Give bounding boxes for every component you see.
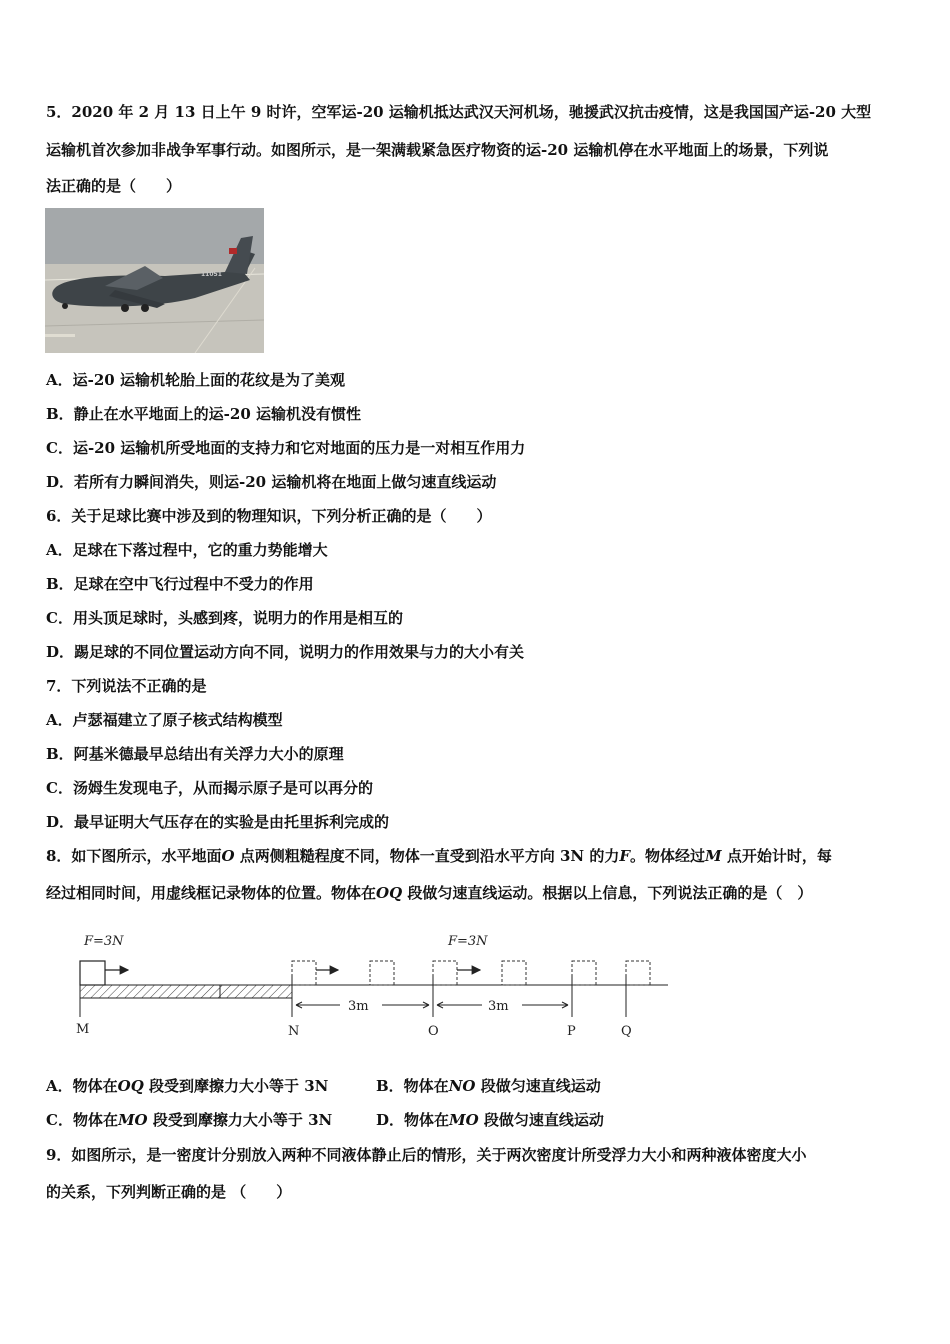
dashed-frame-q (626, 961, 650, 985)
q7-stem: 7．下列说法不正确的是 (46, 677, 207, 695)
tail-number: 11051 (201, 271, 222, 278)
q9-stem-line1: 9．如图所示，是一密度计分别放入两种不同液体静止后的情形，关于两次密度计所受浮力大小和两种液体密度大小 (46, 1146, 807, 1164)
point-m: M (76, 1022, 90, 1037)
q9-stem-line2: 的关系，下列判断正确的是 （ ） (46, 1183, 292, 1201)
dashed-frame-2 (370, 961, 394, 985)
q5-stem-line2: 运输机首次参加非战争军事行动。如图所示，是一架满载紧急医疗物资的运-20 运输机停在水平地面上的场景，下列说 (46, 141, 829, 159)
q5-option-b: B．静止在水平地面上的运-20 运输机没有惯性 (46, 405, 362, 423)
q7-option-d: D．最早证明大气压存在的实验是由托里拆利完成的 (46, 813, 390, 831)
dashed-frame-4 (502, 961, 526, 985)
q7-option-c: C．汤姆生发现电子，从而揭示原子是可以再分的 (46, 779, 373, 797)
q6-option-b: B．足球在空中飞行过程中不受力的作用 (46, 575, 314, 593)
q5-stem-line3: 法正确的是（ ） (46, 177, 182, 195)
q8-option-c: C．物体在MO 段受到摩擦力大小等于 3N (46, 1111, 333, 1129)
q6-option-d: D．踢足球的不同位置运动方向不同，说明力的作用效果与力的大小有关 (46, 643, 525, 661)
q7-option-b: B．阿基米德最早总结出有关浮力大小的原理 (46, 745, 344, 763)
q5-option-d: D．若所有力瞬间消失，则运-20 运输机将在地面上做匀速直线运动 (46, 473, 497, 491)
force-label-right: F=3N (448, 934, 488, 949)
q8-option-d: D．物体在MO 段做匀速直线运动 (376, 1111, 604, 1129)
distance-no: 3m (348, 999, 369, 1014)
q6-option-c: C．用头顶足球时，头感到疼，说明力的作用是相互的 (46, 609, 403, 627)
point-q: Q (621, 1024, 632, 1039)
point-n: N (288, 1024, 300, 1039)
dashed-frame-n (292, 961, 316, 985)
q6-option-a: A．足球在下落过程中，它的重力势能增大 (46, 541, 328, 559)
point-p: P (567, 1024, 576, 1039)
block-at-m (80, 961, 105, 985)
q7-option-a: A．卢瑟福建立了原子核式结构模型 (46, 711, 283, 729)
distance-op: 3m (488, 999, 509, 1014)
q8-option-a: A．物体在OQ 段受到摩擦力大小等于 3N (46, 1077, 329, 1095)
q8-stem-line1: 8．如下图所示，水平地面O 点两侧粗糙程度不同，物体一直受到沿水平方向 3N 的力F。物体经过M 点开始计时，每 (46, 847, 832, 865)
q6-stem: 6．关于足球比赛中涉及到的物理知识，下列分析正确的是（ ） (46, 507, 492, 525)
q5-option-c: C．运-20 运输机所受地面的支持力和它对地面的压力是一对相互作用力 (46, 439, 526, 457)
force-label-left: F=3N (84, 934, 124, 949)
q8-stem-line2: 经过相同时间，用虚线框记录物体的位置。物体在OQ 段做匀速直线运动。根据以上信息，下列说法正确的是（ ） (46, 884, 813, 902)
point-o: O (428, 1024, 439, 1039)
q5-option-a: A．运-20 运输机轮胎上面的花纹是为了美观 (46, 371, 345, 389)
q5-stem-line1: 5．2020 年 2 月 13 日上午 9 时许，空军运-20 运输机抵达武汉天河机场，驰援武汉抗击疫情，这是我国国产运-20 大型 (46, 103, 872, 121)
friction-motion-diagram (70, 925, 680, 1055)
q8-option-b: B．物体在NO 段做匀速直线运动 (376, 1077, 601, 1095)
y20-aircraft-photo (45, 208, 264, 353)
dashed-frame-o (433, 961, 457, 985)
dashed-frame-p (572, 961, 596, 985)
